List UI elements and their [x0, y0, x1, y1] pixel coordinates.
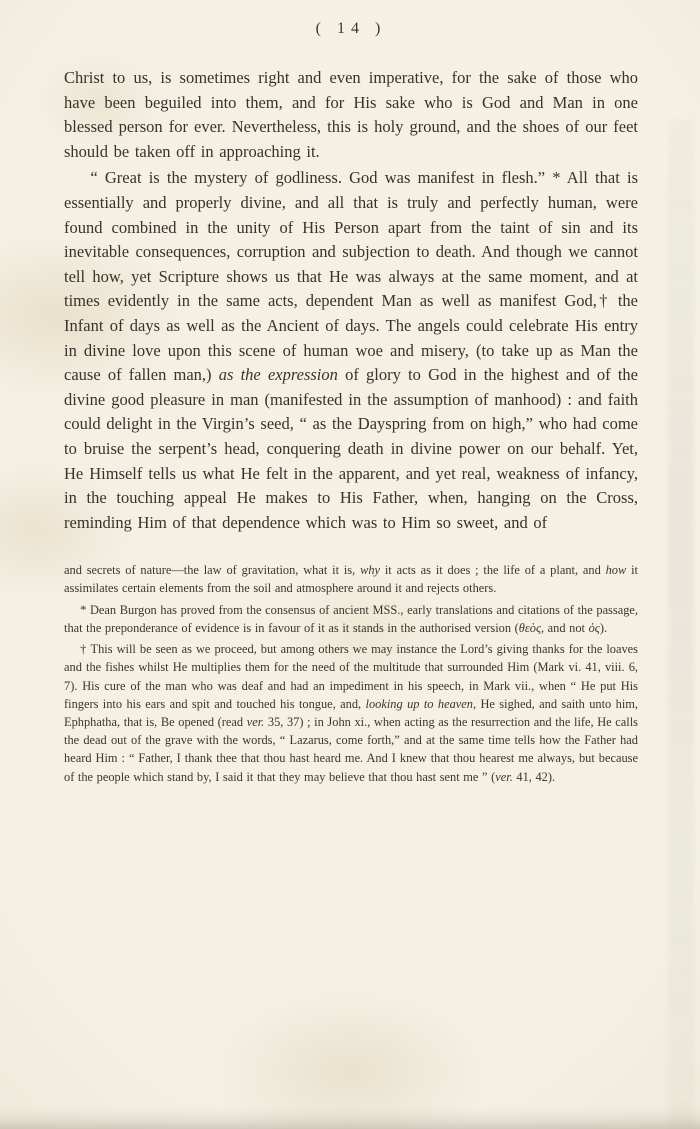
page-number: ( 14 )	[315, 20, 387, 37]
footnote-dagger: † This will be seen as we proceed, but among others we may instance the Lord’s giving thanks for the loaves and the fishes whilst He multiplies them for the need of the multitude that surrounded Him (Mark vi. 41, viii. 6, 7). His cure of the man who was deaf and had an impediment in his speech, in Mark vii., when “ He put His fingers into his ears and spit and touched his tongue, and, looking up to heaven, He sighed, and saith unto him, Ephphatha, that is, Be opened (read ver. 35, 37) ; in John xi., when acting as the resurrection and the life, He calls the dead out of the grave with the words, “ Lazarus, come forth,” and at the same time tells how the Father had heard Him : “ Father, I thank thee that thou hast heard me. And I knew that thou hearest me always, but because of the people which stand by, I said it that they may believe that thou hast sent me ” (ver. 41, 42).	[64, 642, 638, 784]
body-paragraph: Christ to us, is sometimes right and even imperative, for the sake of those who have been beguiled into them, and for His sake who is God and Man in one blessed person for ever. Nevertheless, this is holy ground, and the shoes of our feet should be taken off in approaching it.	[64, 68, 638, 161]
footnote-continuation: and secrets of nature—the law of gravitation, what it is, why it acts as it does ; the life of a plant, and how it assimilates certain elements from the soil and atmosphere around it and rejects others.	[64, 563, 638, 596]
footnotes-section	[64, 561, 638, 785]
footnote-asterisk: * Dean Burgon has proved from the consensus of ancient MSS., early translations and citations of the passage, that the preponderance of evidence is in favour of it as it stands in the authorised version (θεὸς, and not ὁς).	[64, 602, 638, 635]
scan-watermark-smudge	[668, 120, 694, 1129]
page-bottom-edge-shadow	[0, 1107, 700, 1129]
body-paragraph: “ Great is the mystery of godliness. God was manifest in flesh.” * All that is essentially and properly divine, and all that is truly and perfectly human, were found combined in the unity of His Person apart from the taint of sin and its inevitable consequences, corruption and subjection to death. And though we cannot tell how, yet Scripture shows us that He was always at the same moment, and at times evidently in the same acts, dependent Man as well as manifest God,† the Infant of days as well as the Ancient of days. The angels could celebrate His entry in divine love upon this scene of human woe and misery, (to take up as Man the cause of fallen man,) as the expression of glory to God in the highest and of the divine good pleasure in man (manifested in the assumption of manhood) : and faith could delight in the Virgin’s seed, “ as the Dayspring from on high,” who had come to bruise the serpent’s head, conquering death in divine power on our behalf. Yet, He Himself tells us what He felt in the apparent, and yet real, weakness of infancy, in the touching appeal He makes to His Father, when, hanging on the Cross, reminding Him of that dependence which was to Him so sweet, and of	[64, 168, 638, 532]
main-text	[64, 66, 638, 535]
